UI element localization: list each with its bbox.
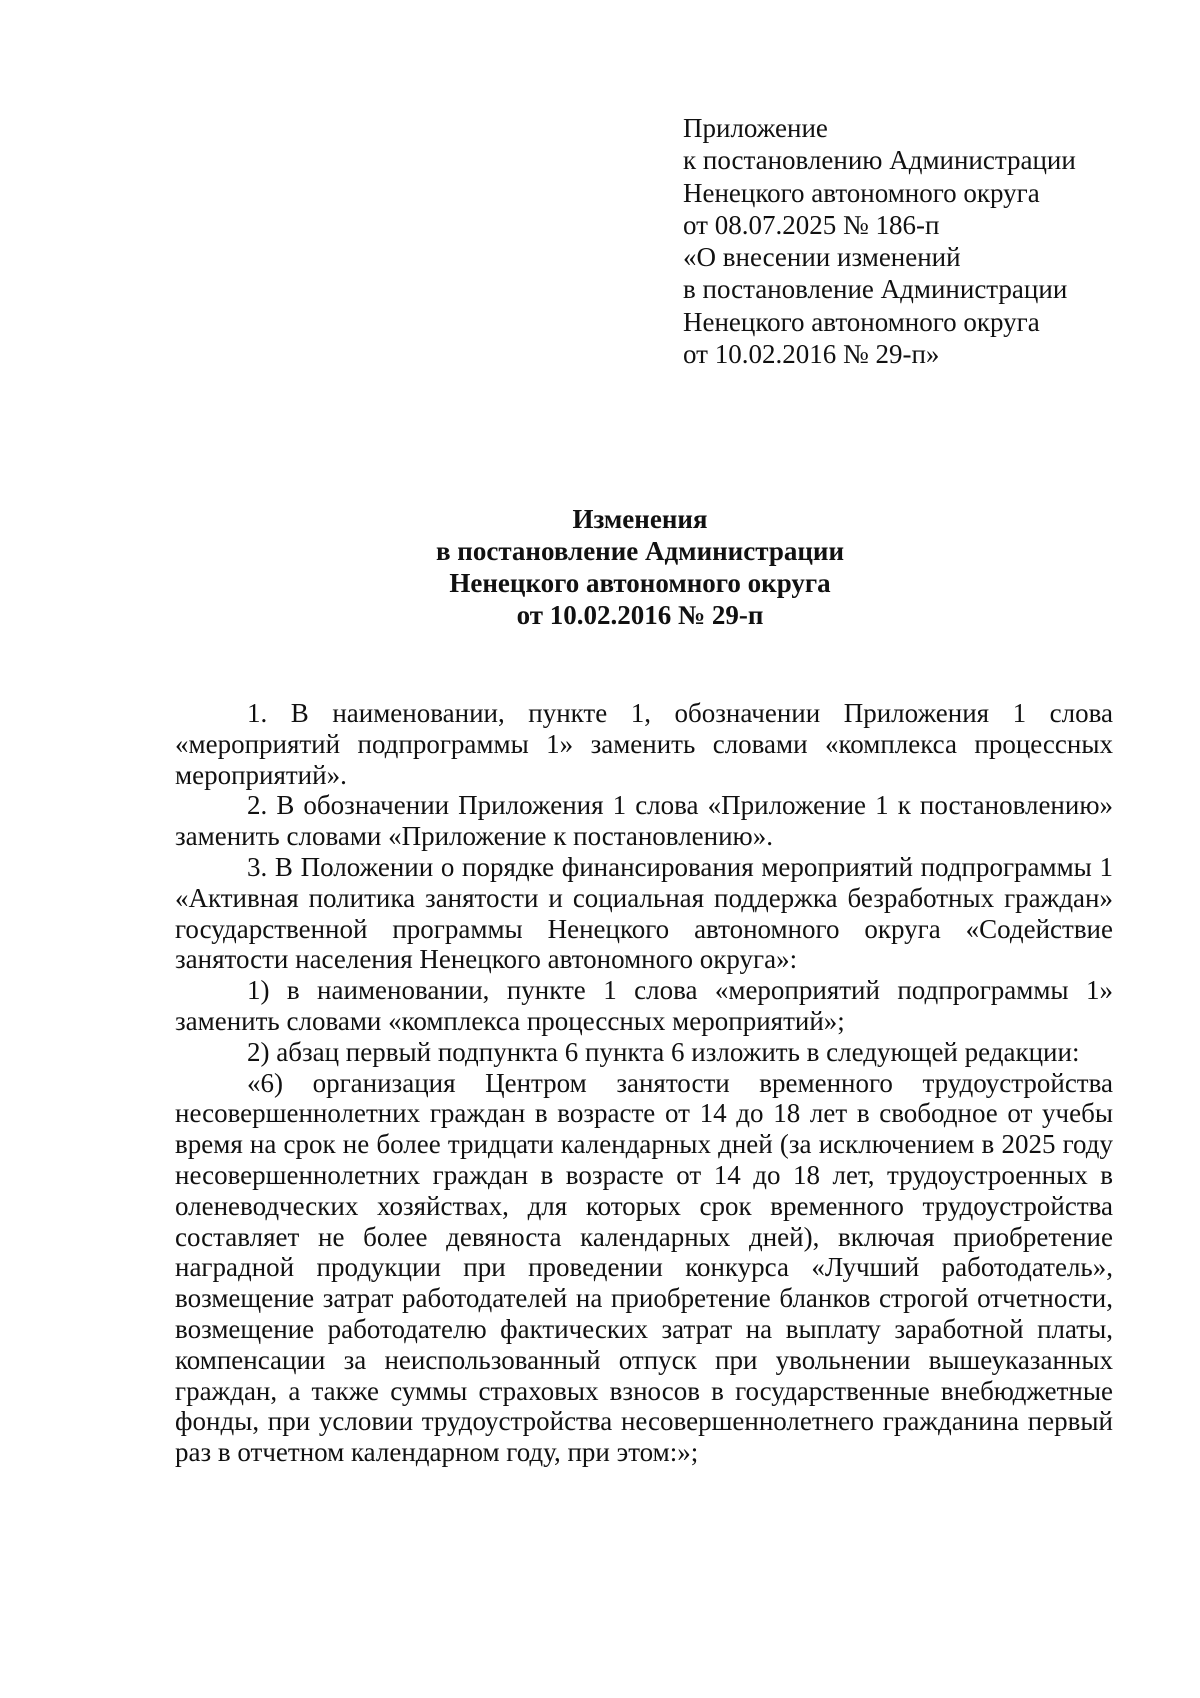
appendix-line: от 10.02.2016 № 29-п» <box>683 339 940 370</box>
body-paragraph: 3. В Положении о порядке финансирования мероприятий подпрограммы 1 «Активная политика занятости и социальная поддержка безработных граждан» государственной программы Ненецкого автономного округа «Содействие занятости населения Ненецкого автономного округа»: <box>175 851 1113 975</box>
appendix-line: «О внесении изменений <box>683 242 961 273</box>
appendix-line: к постановлению Администрации <box>683 145 1076 176</box>
body-paragraph: 1) в наименовании, пункте 1 слова «мероприятий подпрограммы 1» заменить словами «комплекса процессных мероприятий»; <box>175 975 1113 1036</box>
document-body <box>175 698 1113 1468</box>
appendix-line: Ненецкого автономного округа <box>683 306 1040 337</box>
body-paragraph: «6) организация Центром занятости временного трудоустройства несовершеннолетних граждан в возрасте от 14 до 18 лет в свободное от учебы время на срок не более тридцати календарных дней (за исключением в 2025 году несовершеннолетних граждан в возрасте от 14 до 18 лет, трудоустроенных в оленеводческих хозяйствах, для которых срок временного трудоустройства составляет не более девяноста календарных дней), включая приобретение наградной продукции при проведении конкурса «Лучший работодатель», возмещение затрат работодателей на приобретение бланков строгой отчетности, возмещение работодателю фактических затрат на выплату заработной платы, компенсации за неиспользованный отпуск при увольнении вышеуказанных граждан, а также суммы страховых взносов в государственные внебюджетные фонды, при условии трудоустройства несовершеннолетнего гражданина первый раз в отчетном календарном году, при этом:»; <box>175 1067 1113 1468</box>
body-paragraph: 2. В обозначении Приложения 1 слова «Приложение 1 к постановлению» заменить словами «Приложение к постановлению». <box>175 790 1113 852</box>
appendix-line: от 08.07.2025 № 186-п <box>683 209 940 240</box>
heading-line: от 10.02.2016 № 29-п <box>516 600 764 630</box>
body-paragraph: 1. В наименовании, пункте 1, обозначении Приложения 1 слова «мероприятий подпрограммы 1» заменить словами «комплекса процессных мероприятий». <box>175 698 1113 790</box>
appendix-line: в постановление Администрации <box>683 274 1068 305</box>
appendix-line: Ненецкого автономного округа <box>683 177 1040 208</box>
document-heading <box>170 503 1110 631</box>
heading-line: в постановление Администрации <box>435 536 845 566</box>
heading-line: Изменения <box>572 504 708 534</box>
appendix-block <box>683 112 1163 370</box>
appendix-line: Приложение <box>683 113 828 143</box>
body-paragraph: 2) абзац первый подпункта 6 пункта 6 изложить в следующей редакции: <box>247 1036 1080 1067</box>
heading-line: Ненецкого автономного округа <box>449 568 831 598</box>
